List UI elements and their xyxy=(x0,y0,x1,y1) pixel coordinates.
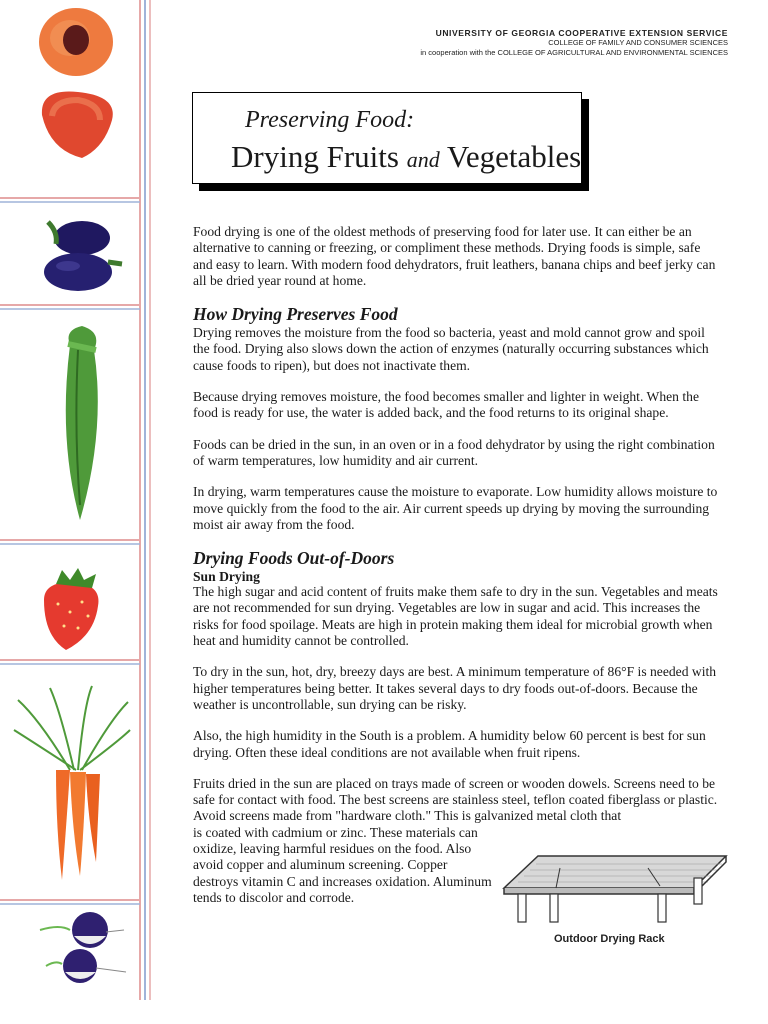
section2-paragraph: Also, the high humidity in the South is a problem. A humidity below 60 percent is best for sun drying. Often these ideal conditions are not available when fruit ripens. xyxy=(193,728,706,760)
section-heading-out-of-doors: Drying Foods Out-of-Doors xyxy=(193,548,395,569)
section1-paragraph: In drying, warm temperatures cause the moisture to evaporate. Low humidity allows moisture to move quickly from the food to the air. Air current speeds up drying by moving the surrounding moist air away from the food. xyxy=(193,484,718,532)
intro-paragraph: Food drying is one of the oldest methods of preserving food for later use. It can either be an alternative to canning or freezing, or compliment these methods. Drying foods is simple, safe and easy to learn. With modern food dehydrators, fruit leathers, banana chips and beef jerky can all be dried year round at home. xyxy=(193,224,716,288)
title-kicker: Preserving Food: xyxy=(245,107,415,133)
title-and: and xyxy=(406,147,440,172)
section1-paragraph: Foods can be dried in the sun, in an oven or in a food dehydrator by using the right combination of warm temperatures, low humidity and air current. xyxy=(193,436,715,468)
peach-slice-icon xyxy=(42,91,113,158)
page-title xyxy=(231,139,581,175)
section1-paragraph: Drying removes the moisture from the food so bacteria, yeast and mold cannot grow and spoil the food. Drying also slows down the action of enzymes (naturally occurring substances which cause foods to ripen), but does not inactivate them. xyxy=(193,325,709,373)
strawberry-icon xyxy=(44,568,98,650)
radish-icon xyxy=(40,912,126,983)
section2-paragraph-screens-continued: is coated with cadmium or zinc. These materials can oxidize, leaving harmful residues on the food. Also avoid copper and aluminum screening. Copper destroys vitamin C and increases oxidation. Aluminum tends to discolor and corrode. xyxy=(193,824,492,905)
article-body xyxy=(193,224,723,921)
subheading-sun-drying: Sun Drying xyxy=(193,569,260,585)
section2-paragraph: To dry in the sun, hot, dry, breezy days are best. A minimum temperature of 86°F is needed with higher temperatures being better. It takes several days to dry foods out-of-doors. Because the weather is uncontrollable, sun drying can be risky. xyxy=(193,664,717,712)
drying-rack-illustration xyxy=(498,848,730,926)
section1-paragraph: Because drying removes moisture, the food becomes smaller and lighter in weight. When the food is ready for use, the water is added back, and the food returns to its original shape. xyxy=(193,389,699,421)
carrot-icon xyxy=(14,686,130,880)
okra-icon xyxy=(66,326,98,520)
section2-paragraph: The high sugar and acid content of fruits make them safe to dry in the sun. Vegetables and meats are not recommended for sun drying. Vegetables are low in sugar and acid. This increases the risks for food spoilage. Meats are high in protein making them ideal for microbial growth when heat and humidity cannot be controlled. xyxy=(193,584,718,649)
peach-icon xyxy=(39,8,113,76)
vegetable-border-illustration xyxy=(0,0,152,1000)
title-box xyxy=(192,92,582,184)
eggplant-icon xyxy=(44,221,122,291)
title-part-1: Drying Fruits xyxy=(231,139,407,174)
cooperation-line: in cooperation with the COLLEGE OF AGRICULTURAL AND ENVIRONMENTAL SCIENCES xyxy=(420,48,728,57)
section-heading-how-drying: How Drying Preserves Food xyxy=(193,304,398,325)
college-name: COLLEGE OF FAMILY AND CONSUMER SCIENCES xyxy=(548,38,728,47)
figure-caption: Outdoor Drying Rack xyxy=(554,933,665,945)
section2-paragraph-screens: Fruits dried in the sun are placed on trays made of screen or wooden dowels. Screens need to be safe for contact with food. The best screens are stainless steel, teflon coated fiberglass or plastic. Avoid screens made from "hardware cloth." This is galvanized metal cloth that xyxy=(193,775,718,824)
organization-name: UNIVERSITY OF GEORGIA COOPERATIVE EXTENSION SERVICE xyxy=(435,28,728,38)
title-part-2: Vegetables xyxy=(439,139,582,174)
header xyxy=(420,28,728,58)
